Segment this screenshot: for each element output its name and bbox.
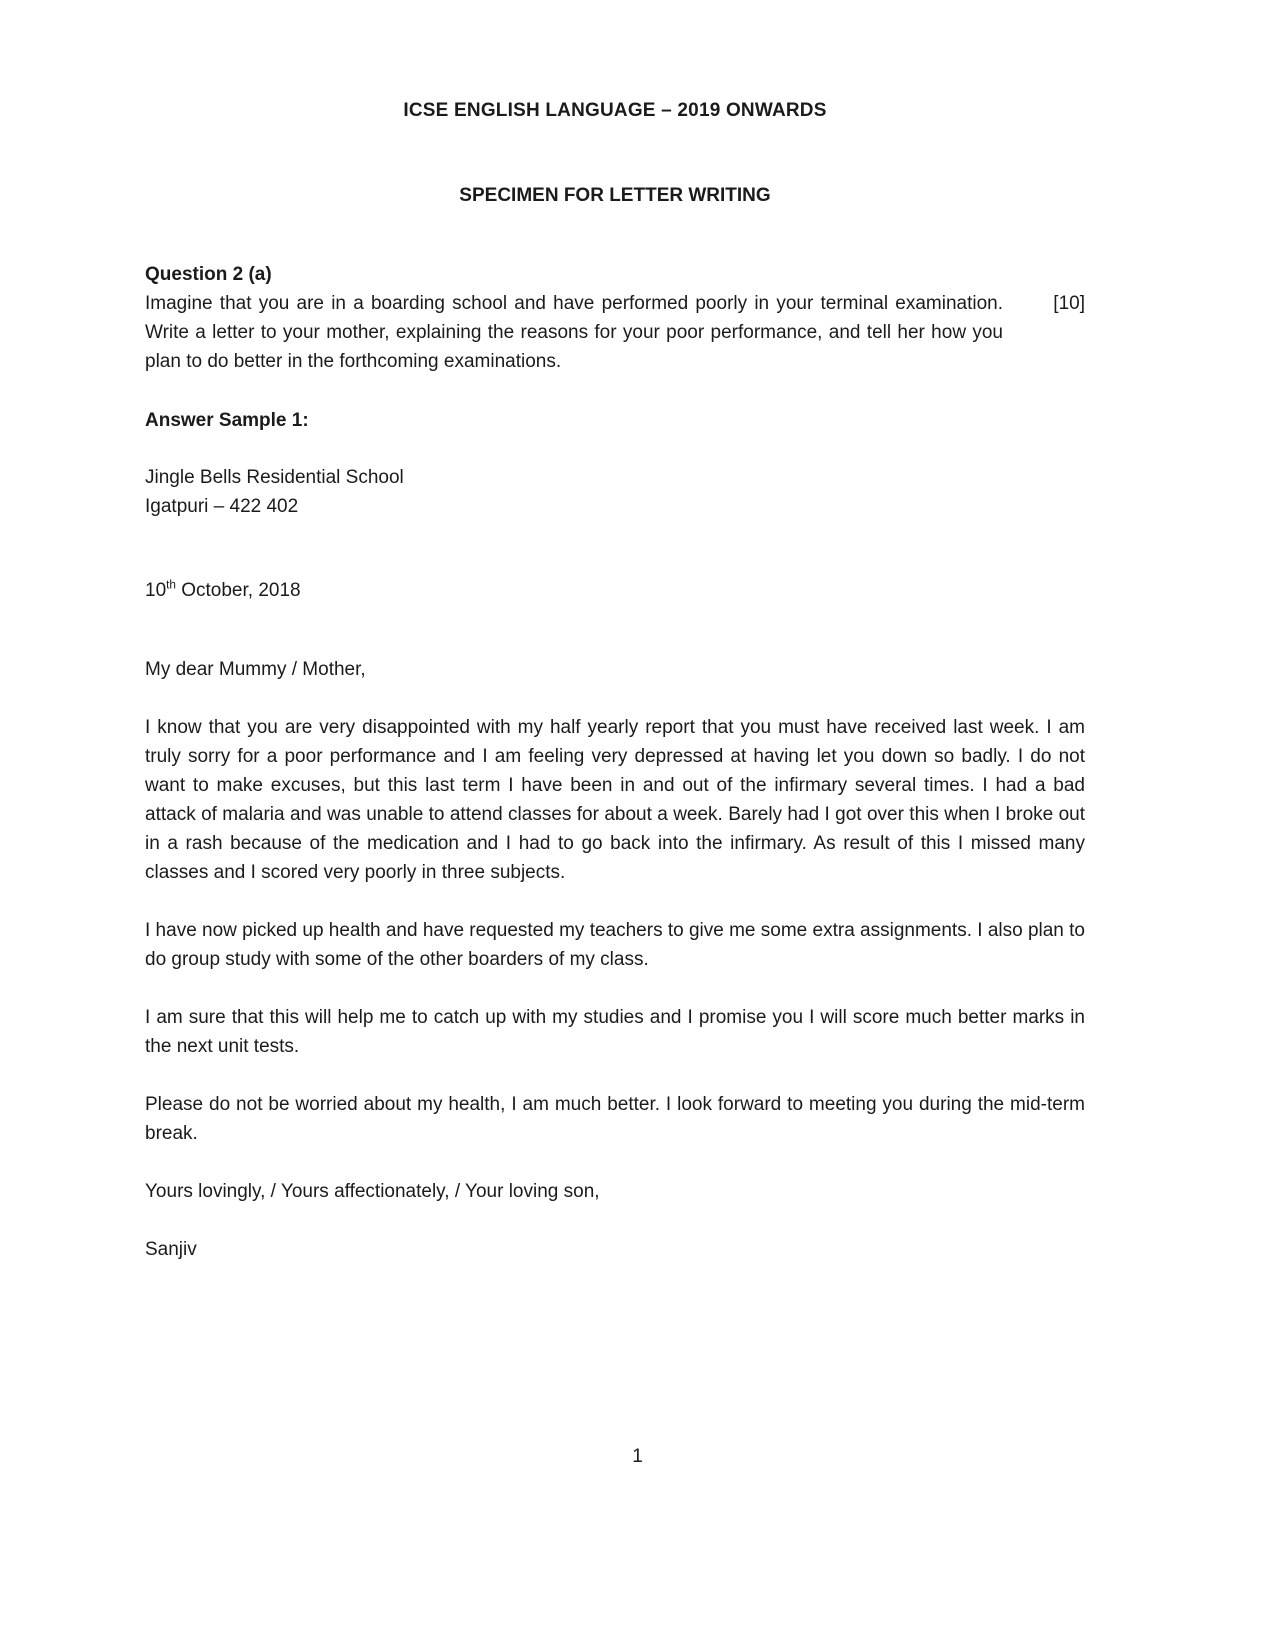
letter-date-rest: October, 2018: [175, 580, 301, 601]
sender-address-line-1: Jingle Bells Residential School: [145, 467, 404, 488]
answer-sample-heading: Answer Sample 1:: [145, 410, 309, 431]
page-number: 1: [632, 1446, 643, 1467]
letter-paragraph: I am sure that this will help me to catch up with my studies and I promise you I will score much better marks in the next unit tests.: [145, 1007, 1085, 1057]
letter-date: [145, 576, 1085, 605]
document-title: ICSE ENGLISH LANGUAGE – 2019 ONWARDS: [403, 100, 827, 121]
letter-paragraph: I have now picked up health and have requested my teachers to give me some extra assignments. I also plan to do group study with some of the other boarders of my class.: [145, 920, 1085, 970]
letter-date-day: 10: [145, 580, 167, 601]
sender-address-line-2: Igatpuri – 422 402: [145, 496, 299, 517]
question-block: [145, 289, 1085, 376]
letter-paragraph: I know that you are very disappointed with my half yearly report that you must have received last week. I am truly sorry for a poor performance and I am feeling very depressed at having let you down so badly. I do not want to make excuses, but this last term I have been in and out of the infirmary several times. I had a bad attack of malaria and was unable to attend classes for about a week. Barely had I got over this when I broke out in a rash because of the medication and I had to go back into the infirmary. As result of this I missed many classes and I scored very poorly in three subjects.: [145, 717, 1085, 883]
letter-paragraph: Please do not be worried about my health, I am much better. I look forward to meeting you during the mid-term break.: [145, 1094, 1085, 1144]
letter-signature: Sanjiv: [145, 1239, 197, 1260]
letter-salutation: My dear Mummy / Mother,: [145, 659, 366, 680]
sender-address: [145, 463, 1085, 521]
letter-date-ordinal: th: [166, 578, 176, 592]
question-heading: Question 2 (a): [145, 264, 272, 285]
document-subtitle: SPECIMEN FOR LETTER WRITING: [459, 185, 771, 206]
question-marks: [10]: [1053, 293, 1085, 314]
letter-closing: Yours lovingly, / Yours affectionately, / Your loving son,: [145, 1181, 600, 1202]
question-text: Imagine that you are in a boarding school and have performed poorly in your terminal examination. Write a letter to your mother, explaining the reasons for your poor performance, and tell her how you plan to do better in the forthcoming examinations.: [145, 293, 1003, 372]
